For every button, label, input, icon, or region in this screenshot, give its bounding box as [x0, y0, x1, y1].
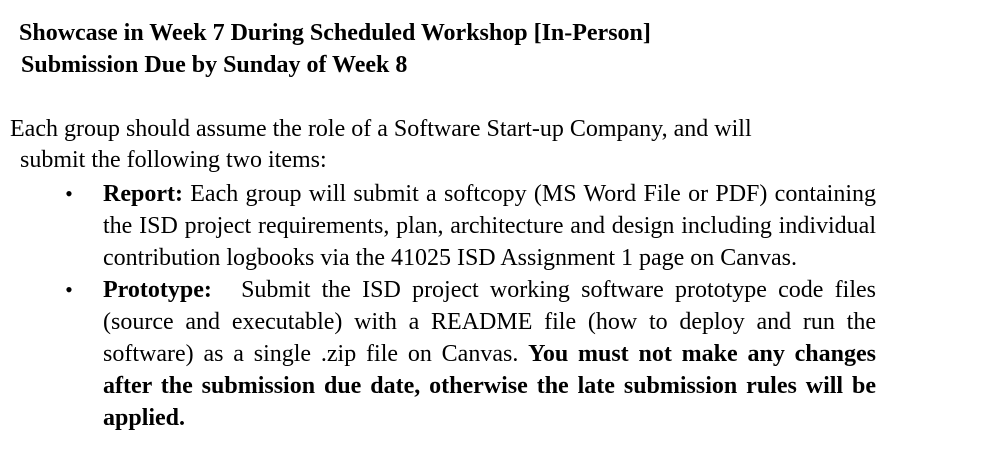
- deliverables-list: [0, 178, 1007, 434]
- prototype-label: Prototype:: [103, 277, 212, 303]
- intro-paragraph: [10, 114, 876, 176]
- intro-line-1: Each group should assume the role of a Software Start-up Company, and will: [10, 116, 752, 142]
- report-description: [103, 178, 876, 274]
- list-item-prototype: [0, 274, 1007, 434]
- bullet-icon: •: [65, 181, 73, 206]
- prototype-description: [103, 274, 876, 434]
- report-text: Each group will submit a softcopy (MS Word File or PDF) containing the ISD project requirements, plan, architecture and design including individual contribution logbooks via the 41025 ISD Assignment 1 page on Canvas.: [103, 181, 876, 271]
- showcase-heading: Showcase in Week 7 During Scheduled Workshop [In-Person]: [19, 20, 651, 46]
- intro-line-2: submit the following two items:: [20, 147, 327, 173]
- bullet-icon: •: [65, 277, 73, 302]
- submission-due-heading: Submission Due by Sunday of Week 8: [21, 52, 408, 78]
- list-item-report: [0, 178, 1007, 274]
- prototype-text: Submit the ISD project working software prototype code files (source and executable) with a README file (how to deploy and run the software) as a single .zip file on Canvas.: [103, 277, 876, 367]
- report-label: Report:: [103, 181, 183, 207]
- late-submission-warning: You must not make any changes after the submission due date, otherwise the late submission rules will be applied.: [103, 341, 876, 431]
